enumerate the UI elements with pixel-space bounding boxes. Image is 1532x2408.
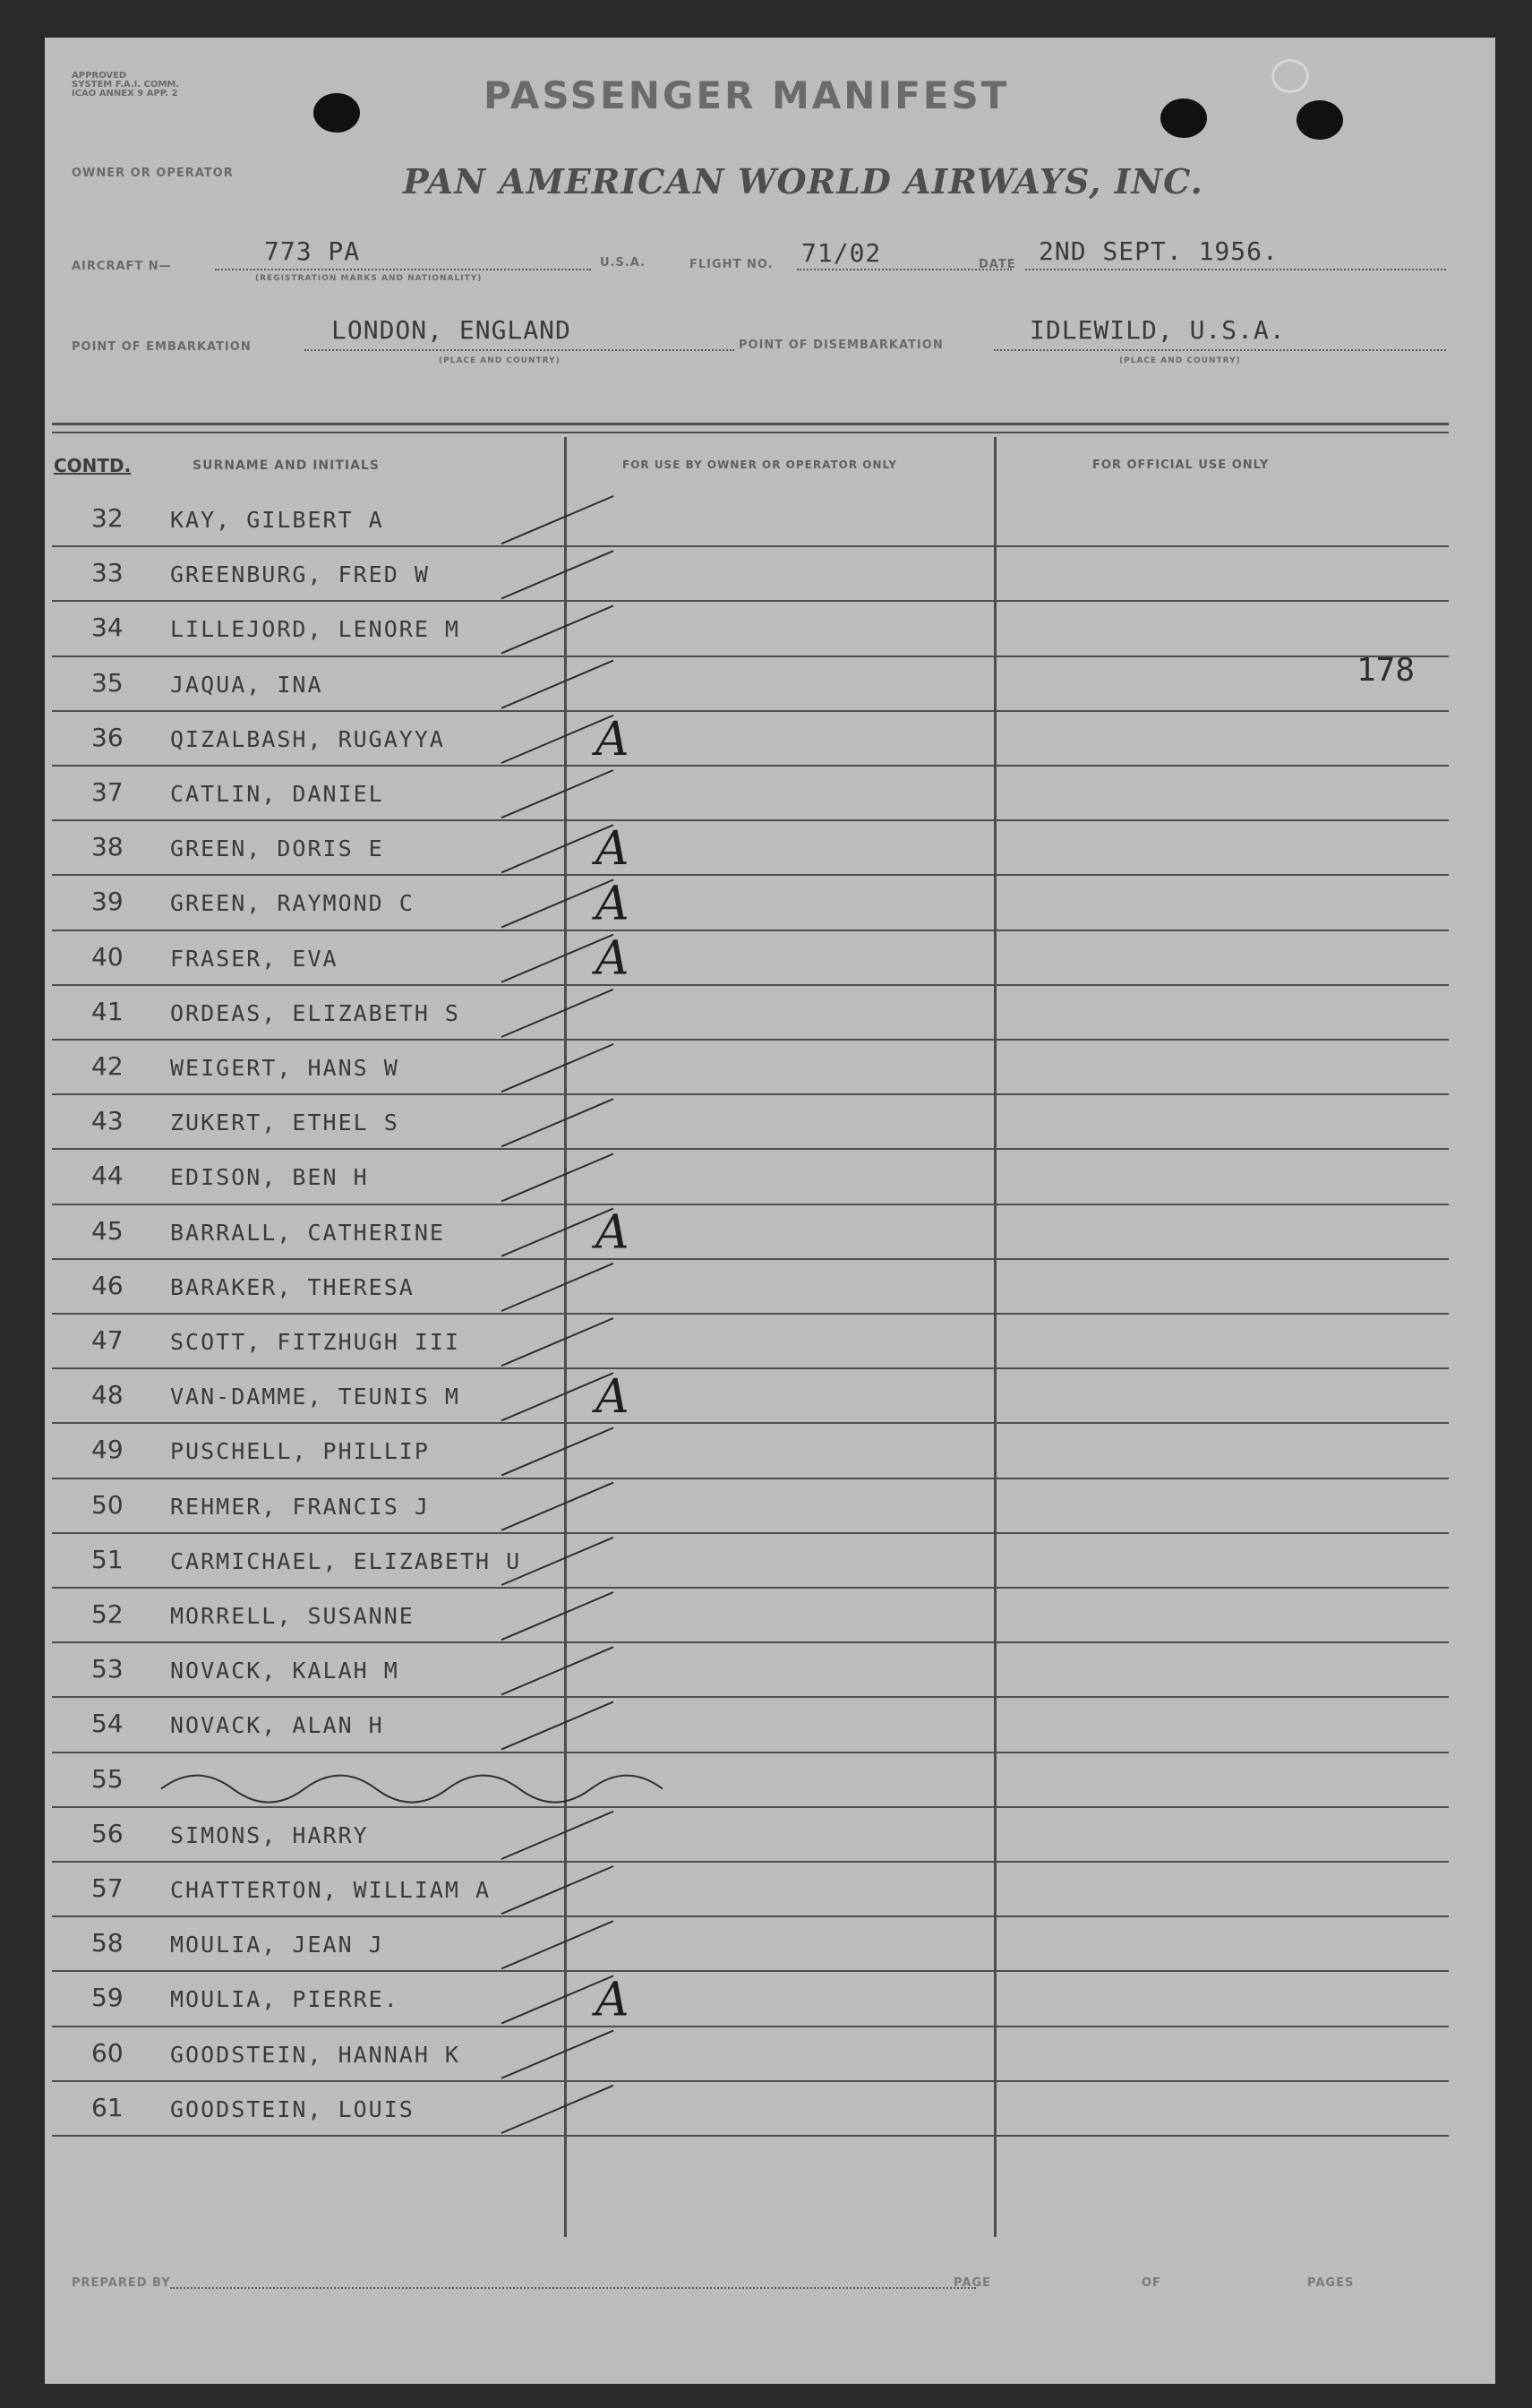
passenger-name: CARMICHAEL, ELIZABETH U — [170, 1547, 522, 1574]
passenger-name: FRASER, EVA — [170, 945, 338, 972]
flight-label: FLIGHT NO. — [689, 258, 774, 271]
row-number: 37 — [91, 777, 124, 807]
row-number: 42 — [91, 1051, 124, 1081]
row-number: 51 — [91, 1544, 124, 1574]
passenger-name: EDISON, BEN H — [170, 1164, 369, 1191]
row-number: 52 — [91, 1599, 124, 1629]
row-number: 39 — [91, 887, 124, 917]
contd-header: CONTD. — [54, 455, 132, 476]
embark-value: LONDON, ENGLAND — [331, 315, 571, 345]
row-number: 47 — [91, 1325, 124, 1355]
passenger-name: JAQUA, INA — [170, 671, 323, 698]
row-number: 61 — [91, 2092, 124, 2122]
check-mark — [501, 1153, 613, 1201]
check-mark — [501, 2086, 613, 2133]
passenger-name: GREEN, RAYMOND C — [170, 890, 415, 917]
handwritten-marks — [45, 38, 1495, 2384]
handwritten-a: A — [595, 931, 629, 986]
official-note: 178 — [1357, 652, 1416, 689]
row-number: 45 — [91, 1215, 124, 1246]
flight-value: 71/02 — [801, 238, 882, 268]
check-mark — [501, 1044, 613, 1092]
passenger-name: NOVACK, KALAH M — [170, 1658, 399, 1684]
passenger-name: ZUKERT, ETHEL S — [170, 1110, 399, 1136]
check-mark — [501, 1812, 613, 1859]
airline-stamp: PAN AMERICAN WORLD AIRWAYS, INC. — [403, 161, 1203, 201]
row-number: 56 — [91, 1818, 124, 1848]
passenger-name: BARRALL, CATHERINE — [170, 1219, 445, 1246]
check-mark — [501, 1866, 613, 1914]
check-mark — [501, 496, 613, 544]
passenger-name: SIMONS, HARRY — [170, 1821, 369, 1848]
official-use-column-header: FOR OFFICIAL USE ONLY — [1092, 458, 1270, 472]
check-mark — [501, 1483, 613, 1530]
aircraft-sublabel: (REGISTRATION MARKS AND NATIONALITY) — [255, 274, 483, 283]
row-number: 38 — [91, 832, 124, 862]
check-mark — [501, 551, 613, 598]
passenger-name: WEIGERT, HANS W — [170, 1055, 399, 1081]
strike-wave — [161, 1776, 663, 1803]
embark-label: POINT OF EMBARKATION — [72, 340, 252, 354]
pages-label: PAGES — [1307, 2276, 1355, 2290]
aircraft-label: AIRCRAFT N— — [72, 260, 172, 273]
owner-label: OWNER OR OPERATOR — [72, 167, 234, 180]
check-mark — [501, 661, 613, 708]
check-mark — [501, 1921, 613, 1968]
check-mark — [501, 2031, 613, 2078]
row-number: 57 — [91, 1873, 124, 1903]
row-number: 35 — [91, 667, 124, 698]
passenger-name: GOODSTEIN, HANNAH K — [170, 2041, 460, 2068]
passenger-name: REHMER, FRANCIS J — [170, 1493, 430, 1520]
owner-use-column-header: FOR USE BY OWNER OR OPERATOR ONLY — [622, 458, 897, 471]
handwritten-a: A — [595, 1205, 629, 1260]
handwritten-a: A — [595, 1370, 629, 1425]
disembark-value: IDLEWILD, U.S.A. — [1030, 315, 1286, 345]
approval-block: APPROVED SYSTEM F.A.I. COMM. ICAO ANNEX 9 APP. 2 — [72, 71, 180, 99]
check-mark — [501, 1427, 613, 1475]
date-value: 2ND SEPT. 1956. — [1039, 236, 1279, 266]
row-number: 32 — [91, 503, 124, 533]
row-number: 59 — [91, 1983, 124, 2013]
row-number: 50 — [91, 1489, 124, 1520]
row-number: 36 — [91, 722, 124, 752]
passenger-name: GREENBURG, FRED W — [170, 561, 430, 588]
check-mark — [501, 605, 613, 653]
disembark-label: POINT OF DISEMBARKATION — [739, 338, 944, 352]
row-number: 48 — [91, 1380, 124, 1410]
check-mark — [501, 1318, 613, 1366]
row-number: 60 — [91, 2037, 124, 2068]
passenger-name: KAY, GILBERT A — [170, 507, 384, 533]
check-mark — [501, 1647, 613, 1694]
row-number: 40 — [91, 941, 124, 972]
passenger-name: BARAKER, THERESA — [170, 1273, 415, 1300]
passenger-name: ORDEAS, ELIZABETH S — [170, 999, 460, 1026]
passenger-name: MOULIA, PIERRE. — [170, 1986, 399, 2013]
row-number: 41 — [91, 996, 124, 1026]
check-mark — [501, 1538, 613, 1585]
manifest-sheet — [45, 38, 1495, 2384]
handwritten-a: A — [595, 1973, 629, 2027]
page-title: PASSENGER MANIFEST — [484, 73, 1010, 117]
handwritten-a: A — [595, 712, 629, 767]
embark-sublabel: (PLACE AND COUNTRY) — [439, 356, 561, 365]
check-mark — [501, 1099, 613, 1146]
prepared-by-label: PREPARED BY — [72, 2276, 171, 2290]
check-mark — [501, 770, 613, 818]
of-label: OF — [1142, 2276, 1161, 2290]
passenger-name: CATLIN, DANIEL — [170, 781, 384, 807]
passenger-name: GREEN, DORIS E — [170, 836, 384, 862]
passenger-name: LILLEJORD, LENORE M — [170, 616, 460, 643]
row-number: 53 — [91, 1654, 124, 1684]
row-number: 54 — [91, 1709, 124, 1739]
page-label: PAGE — [954, 2276, 991, 2290]
row-number: 49 — [91, 1435, 124, 1465]
passenger-name: MOULIA, JEAN J — [170, 1932, 384, 1958]
check-mark — [501, 1264, 613, 1311]
usa-label: U.S.A. — [600, 256, 646, 270]
passenger-name: QIZALBASH, RUGAYYA — [170, 725, 445, 752]
disembark-sublabel: (PLACE AND COUNTRY) — [1119, 356, 1241, 365]
row-number: 34 — [91, 613, 124, 643]
row-number: 44 — [91, 1161, 124, 1191]
passenger-name: VAN-DAMME, TEUNIS M — [170, 1384, 460, 1410]
surname-column-header: SURNAME AND INITIALS — [193, 458, 380, 473]
row-number: 43 — [91, 1106, 124, 1136]
row-number: 55 — [91, 1763, 124, 1794]
passenger-name: PUSCHELL, PHILLIP — [170, 1438, 430, 1465]
handwritten-a: A — [595, 877, 629, 931]
handwritten-a: A — [595, 822, 629, 877]
date-label: DATE — [979, 258, 1016, 271]
check-mark — [501, 1701, 613, 1749]
check-mark — [501, 990, 613, 1037]
passenger-name: CHATTERTON, WILLIAM A — [170, 1877, 492, 1903]
row-number: 46 — [91, 1270, 124, 1300]
row-number: 58 — [91, 1928, 124, 1958]
row-number: 33 — [91, 558, 124, 588]
aircraft-value: 773 PA — [264, 236, 361, 266]
passenger-name: NOVACK, ALAN H — [170, 1712, 384, 1739]
passenger-name: GOODSTEIN, LOUIS — [170, 2095, 415, 2122]
check-mark — [501, 1592, 613, 1640]
passenger-name: MORRELL, SUSANNE — [170, 1603, 415, 1629]
passenger-name: SCOTT, FITZHUGH III — [170, 1329, 460, 1355]
